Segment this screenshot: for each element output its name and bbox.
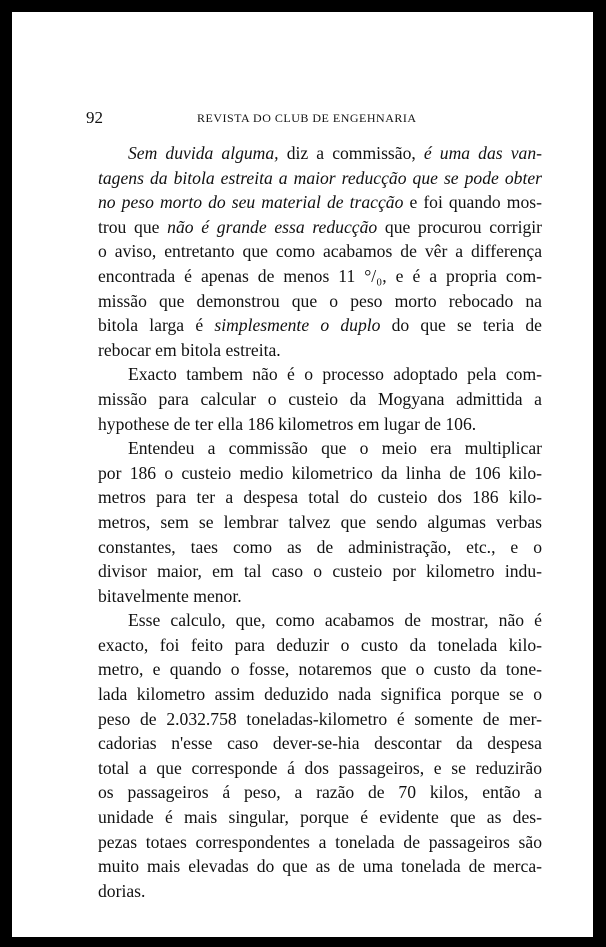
italic-text: não é grande essa reducção xyxy=(167,216,378,237)
page-number: 92 xyxy=(86,108,103,127)
text-run: metro, e quando o fosse, notaremos que o custo da tone- xyxy=(98,659,542,680)
italic-text: simplesmente o duplo xyxy=(214,315,381,336)
page-header xyxy=(86,108,536,128)
text-line xyxy=(98,510,542,535)
paragraph xyxy=(98,141,542,362)
italic-text: no peso morto do seu material de tracção xyxy=(98,192,404,213)
text-run: missão que demonstrou que o peso morto rebocado na xyxy=(98,290,542,311)
italic-text: tagens da bitola estreita a maior reducção que se pode obter xyxy=(98,167,542,188)
text-run: hypothese de ter ella 186 kilometros em lugar de 106. xyxy=(98,413,477,434)
text-line xyxy=(98,313,542,338)
text-run: exacto, foi feito para deduzir o custo da tonelada kilo- xyxy=(98,634,542,655)
italic-text: é uma das van- xyxy=(423,143,542,163)
text-line xyxy=(98,879,542,904)
text-run: os passageiros á peso, a razão de 70 kilos, então a xyxy=(98,782,542,803)
text-run: o aviso, entretanto que como acabamos de vêr a differença xyxy=(98,241,542,262)
italic-text: Sem duvida alguma, xyxy=(128,143,279,163)
text-line xyxy=(98,535,542,560)
paragraph xyxy=(98,362,542,436)
paragraph xyxy=(98,436,542,608)
text-run: muito mais elevadas do que as de uma tonelada de merca- xyxy=(98,856,542,877)
text-run: rebocar em bitola estreita. xyxy=(98,339,281,360)
text-run: peso de 2.032.758 toneladas-kilometro é somente de mer- xyxy=(98,708,542,729)
paragraph xyxy=(98,608,542,903)
text-line xyxy=(98,412,542,437)
text-run: diz a commissão, xyxy=(278,143,424,163)
text-line xyxy=(98,707,542,732)
text-run: metros para ter a despesa total do custeio dos 186 kilo- xyxy=(98,487,542,508)
running-head: REVISTA DO CLUB DE ENGEHNARIA xyxy=(197,111,417,125)
text-line xyxy=(98,239,542,264)
text-line xyxy=(98,215,542,240)
text-line xyxy=(98,166,542,191)
text-run: unidade é mais singular, porque é evidente que as des- xyxy=(98,807,542,828)
text-run: encontrada é apenas de menos 11 °/₀, e é a propria com- xyxy=(98,265,542,286)
text-line xyxy=(98,633,542,658)
text-line xyxy=(98,264,542,289)
text-line xyxy=(98,854,542,879)
text-line xyxy=(98,780,542,805)
text-line xyxy=(98,190,542,215)
text-line xyxy=(98,657,542,682)
text-line xyxy=(98,559,542,584)
text-run: total a que corresponde á dos passageiros, e se reduzirão xyxy=(98,757,542,778)
text-line xyxy=(98,682,542,707)
text-run: missão para calcular o custeio da Mogyana admittida a xyxy=(98,388,542,409)
text-run: Exacto tambem não é o processo adoptado pela com- xyxy=(128,364,542,385)
text-line xyxy=(98,387,542,412)
text-line xyxy=(98,805,542,830)
text-run: Esse calculo, que, como acabamos de mostrar, não é xyxy=(128,610,542,631)
text-line xyxy=(98,830,542,855)
text-line xyxy=(98,141,542,166)
text-run: e foi quando mos- xyxy=(403,192,542,213)
text-line xyxy=(98,485,542,510)
text-line xyxy=(98,362,542,387)
article-body xyxy=(98,141,542,903)
text-run: do que se teria de xyxy=(380,315,542,336)
text-run: divisor maior, em tal caso o custeio por kilometro indu- xyxy=(98,561,542,582)
text-run: cadorias n'esse caso dever-se-hia descontar da despesa xyxy=(98,733,542,754)
text-line xyxy=(98,756,542,781)
text-line xyxy=(98,289,542,314)
text-line xyxy=(98,584,542,609)
text-run: constantes, taes como as de administração, etc., e o xyxy=(98,536,542,557)
text-run: trou que xyxy=(98,216,168,237)
text-run: bitola larga é xyxy=(98,315,215,336)
text-line xyxy=(98,436,542,461)
text-run: pezas totaes correspondentes a tonelada de passageiros são xyxy=(98,831,542,852)
text-run: que procurou corrigir xyxy=(377,216,542,237)
page xyxy=(12,12,593,937)
text-line xyxy=(98,338,542,363)
text-line xyxy=(98,461,542,486)
text-run: Entendeu a commissão que o meio era multiplicar xyxy=(128,438,542,459)
text-run: bitavelmente menor. xyxy=(98,585,242,606)
text-run: lada kilometro assim deduzido nada significa porque se o xyxy=(98,684,542,705)
text-line xyxy=(98,608,542,633)
text-line xyxy=(98,731,542,756)
text-run: dorias. xyxy=(98,880,146,901)
text-run: metros, sem se lembrar talvez que sendo algumas verbas xyxy=(98,511,542,532)
text-run: por 186 o custeio medio kilometrico da linha de 106 kilo- xyxy=(98,462,542,483)
